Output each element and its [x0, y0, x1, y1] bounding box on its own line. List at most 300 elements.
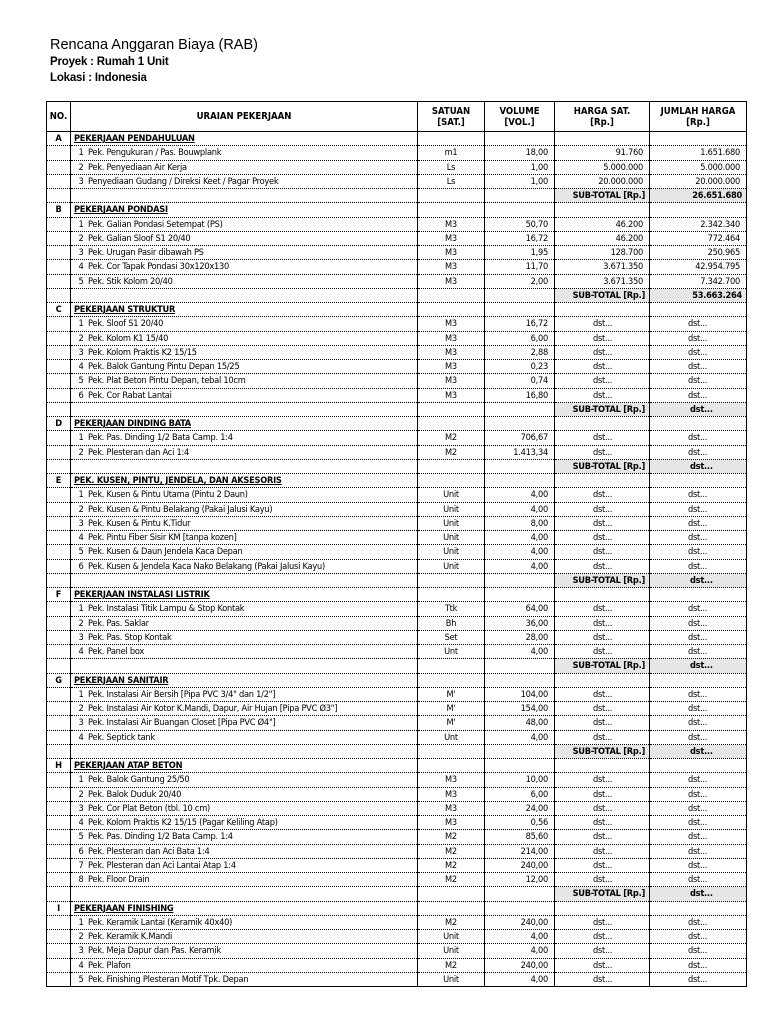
- item-jumlah: 20.000.000: [650, 174, 747, 188]
- empty-cell: [47, 402, 71, 416]
- item-number: 1: [78, 432, 84, 444]
- table-row: [47, 374, 747, 388]
- table-row: [47, 246, 747, 260]
- item-satuan: Unt: [418, 730, 485, 744]
- empty-cell: [47, 602, 71, 616]
- col-header-jumlah-l2: [Rp.]: [686, 116, 710, 128]
- item-description: [71, 260, 418, 274]
- item-volume: 240,00: [485, 915, 555, 929]
- item-jumlah: dst...: [650, 773, 747, 787]
- item-description: [71, 388, 418, 402]
- subtotal-label: SUB-TOTAL [Rp.]: [555, 288, 650, 302]
- table-row: [47, 160, 747, 174]
- item-text: Pek. Galian Pondasi Setempat (PS): [88, 218, 223, 230]
- item-description: [71, 730, 418, 744]
- item-harga: dst...: [555, 630, 650, 644]
- item-harga: dst...: [555, 816, 650, 830]
- section-name: PEKERJAAN SANITAIR: [71, 673, 418, 687]
- item-number: 8: [78, 874, 84, 886]
- item-jumlah: dst...: [650, 730, 747, 744]
- item-harga: dst...: [555, 516, 650, 530]
- empty-cell: [485, 459, 555, 473]
- col-header-jumlah-l1: JUMLAH HARGA: [660, 105, 736, 117]
- item-harga: dst...: [555, 944, 650, 958]
- empty-cell: [418, 659, 485, 673]
- table-row: [47, 687, 747, 701]
- empty-cell: [47, 687, 71, 701]
- item-harga: 46.200: [555, 231, 650, 245]
- item-volume: 4,00: [485, 488, 555, 502]
- empty-cell: [555, 132, 650, 146]
- col-header-satuan: [418, 102, 485, 132]
- item-harga: dst...: [555, 360, 650, 374]
- empty-cell: [650, 203, 747, 217]
- table-header-row: [47, 102, 747, 132]
- item-volume: 4,00: [485, 531, 555, 545]
- item-satuan: Unit: [418, 531, 485, 545]
- item-number: 3: [78, 717, 84, 729]
- item-description: [71, 830, 418, 844]
- table-row: [47, 773, 747, 787]
- subtotal-label: SUB-TOTAL [Rp.]: [555, 459, 650, 473]
- empty-cell: [650, 132, 747, 146]
- empty-cell: [485, 288, 555, 302]
- item-jumlah: dst...: [650, 844, 747, 858]
- section-row: [47, 759, 747, 773]
- section-name: PEKERJAAN PENDAHULUAN: [71, 132, 418, 146]
- item-harga: 46.200: [555, 217, 650, 231]
- item-jumlah: dst...: [650, 645, 747, 659]
- empty-cell: [47, 930, 71, 944]
- empty-cell: [555, 417, 650, 431]
- item-description: [71, 773, 418, 787]
- item-number: 5: [78, 973, 84, 985]
- empty-cell: [650, 303, 747, 317]
- section-letter: H: [47, 759, 71, 773]
- table-row: [47, 260, 747, 274]
- item-description: [71, 331, 418, 345]
- item-jumlah: dst...: [650, 559, 747, 573]
- subtotal-row: [47, 402, 747, 416]
- item-number: 2: [78, 788, 84, 800]
- empty-cell: [47, 887, 71, 901]
- table-row: [47, 360, 747, 374]
- subtotal-row: [47, 189, 747, 203]
- subtotal-row: [47, 659, 747, 673]
- section-name: PEKERJAAN PONDASI: [71, 203, 418, 217]
- item-number: 2: [78, 931, 84, 943]
- table-row: [47, 602, 747, 616]
- item-harga: dst...: [555, 602, 650, 616]
- table-row: [47, 645, 747, 659]
- item-text: Pek. Panel box: [88, 646, 145, 658]
- subtotal-row: [47, 744, 747, 758]
- empty-cell: [555, 303, 650, 317]
- item-harga: dst...: [555, 345, 650, 359]
- item-description: [71, 787, 418, 801]
- item-harga: dst...: [555, 488, 650, 502]
- item-description: [71, 545, 418, 559]
- item-volume: 0,23: [485, 360, 555, 374]
- item-harga: dst...: [555, 787, 650, 801]
- section-name: PEKERJAAN STRUKTUR: [71, 303, 418, 317]
- item-volume: 4,00: [485, 730, 555, 744]
- item-number: 6: [78, 845, 84, 857]
- item-volume: 16,72: [485, 231, 555, 245]
- item-jumlah: 7.342.700: [650, 274, 747, 288]
- empty-cell: [650, 901, 747, 915]
- item-number: 1: [78, 147, 84, 159]
- empty-cell: [555, 901, 650, 915]
- empty-cell: [485, 417, 555, 431]
- item-number: 3: [78, 945, 84, 957]
- section-name: PEKERJAAN ATAP BETON: [71, 759, 418, 773]
- item-number: 4: [78, 646, 84, 658]
- subtotal-value: dst...: [650, 887, 747, 901]
- document-title: Rencana Anggaran Biaya (RAB): [50, 37, 258, 53]
- empty-cell: [47, 502, 71, 516]
- empty-cell: [485, 189, 555, 203]
- empty-cell: [47, 830, 71, 844]
- section-letter: A: [47, 132, 71, 146]
- item-description: [71, 816, 418, 830]
- empty-cell: [47, 174, 71, 188]
- item-jumlah: dst...: [650, 317, 747, 331]
- table-row: [47, 930, 747, 944]
- item-harga: dst...: [555, 730, 650, 744]
- empty-cell: [71, 402, 418, 416]
- table-row: [47, 944, 747, 958]
- item-jumlah: dst...: [650, 915, 747, 929]
- item-description: [71, 716, 418, 730]
- item-number: 2: [78, 332, 84, 344]
- item-volume: 706,67: [485, 431, 555, 445]
- item-satuan: Unit: [418, 972, 485, 986]
- table-row: [47, 844, 747, 858]
- table-row: [47, 231, 747, 245]
- empty-cell: [71, 459, 418, 473]
- item-harga: dst...: [555, 502, 650, 516]
- item-harga: dst...: [555, 388, 650, 402]
- item-satuan: Unit: [418, 488, 485, 502]
- item-harga: dst...: [555, 873, 650, 887]
- item-description: [71, 915, 418, 929]
- item-number: 5: [78, 375, 84, 387]
- item-jumlah: dst...: [650, 360, 747, 374]
- item-text: Pek. Kusen & Pintu Utama (Pintu 2 Daun): [88, 489, 248, 501]
- table-row: [47, 915, 747, 929]
- item-jumlah: dst...: [650, 930, 747, 944]
- item-text: Pek. Kusen & Pintu K.Tidur: [88, 517, 191, 529]
- item-jumlah: dst...: [650, 488, 747, 502]
- subtotal-value: dst...: [650, 402, 747, 416]
- item-satuan: Unit: [418, 502, 485, 516]
- table-row: [47, 616, 747, 630]
- empty-cell: [485, 303, 555, 317]
- table-row: [47, 801, 747, 815]
- empty-cell: [47, 773, 71, 787]
- item-jumlah: 1.651.680: [650, 146, 747, 160]
- empty-cell: [47, 873, 71, 887]
- item-satuan: M3: [418, 217, 485, 231]
- empty-cell: [47, 787, 71, 801]
- item-jumlah: dst...: [650, 787, 747, 801]
- empty-cell: [650, 673, 747, 687]
- item-volume: 16,80: [485, 388, 555, 402]
- empty-cell: [418, 887, 485, 901]
- item-number: 4: [78, 532, 84, 544]
- item-jumlah: dst...: [650, 331, 747, 345]
- item-description: [71, 231, 418, 245]
- empty-cell: [47, 345, 71, 359]
- subtotal-value: dst...: [650, 459, 747, 473]
- item-harga: 20.000.000: [555, 174, 650, 188]
- table-row: [47, 431, 747, 445]
- item-volume: 0,74: [485, 374, 555, 388]
- item-text: Pek. Keramik K.Mandi: [88, 931, 173, 943]
- item-volume: 4,00: [485, 944, 555, 958]
- item-satuan: m1: [418, 146, 485, 160]
- table-row: [47, 531, 747, 545]
- empty-cell: [71, 887, 418, 901]
- section-row: [47, 203, 747, 217]
- empty-cell: [47, 217, 71, 231]
- table-row: [47, 716, 747, 730]
- section-name: PEK. KUSEN, PINTU, JENDELA, DAN AKSESORIS: [71, 474, 418, 488]
- item-harga: 5.000.000: [555, 160, 650, 174]
- item-volume: 8,00: [485, 516, 555, 530]
- item-description: [71, 972, 418, 986]
- empty-cell: [418, 402, 485, 416]
- item-number: 2: [78, 617, 84, 629]
- empty-cell: [555, 759, 650, 773]
- item-volume: 1,00: [485, 174, 555, 188]
- item-number: 7: [78, 859, 84, 871]
- item-harga: dst...: [555, 830, 650, 844]
- item-volume: 64,00: [485, 602, 555, 616]
- item-satuan: M3: [418, 374, 485, 388]
- item-jumlah: dst...: [650, 545, 747, 559]
- empty-cell: [47, 816, 71, 830]
- col-header-volume-l2: [VOL.]: [504, 116, 535, 128]
- item-satuan: Unit: [418, 944, 485, 958]
- table-row: [47, 174, 747, 188]
- item-description: [71, 616, 418, 630]
- empty-cell: [418, 203, 485, 217]
- empty-cell: [47, 317, 71, 331]
- item-volume: 240,00: [485, 958, 555, 972]
- item-harga: dst...: [555, 801, 650, 815]
- item-harga: dst...: [555, 545, 650, 559]
- section-letter: B: [47, 203, 71, 217]
- item-number: 4: [78, 959, 84, 971]
- empty-cell: [47, 260, 71, 274]
- col-header-satuan-l2: [SAT.]: [437, 116, 465, 128]
- item-satuan: Ls: [418, 160, 485, 174]
- item-number: 5: [78, 275, 84, 287]
- item-text: Pek. Penyediaan Air Kerja: [88, 161, 187, 173]
- item-satuan: M2: [418, 958, 485, 972]
- item-text: Pek. Balok Gantung Pintu Depan 15/25: [88, 361, 240, 373]
- empty-cell: [418, 474, 485, 488]
- empty-cell: [47, 659, 71, 673]
- item-description: [71, 944, 418, 958]
- item-volume: 28,00: [485, 630, 555, 644]
- item-description: [71, 801, 418, 815]
- item-satuan: M2: [418, 830, 485, 844]
- item-jumlah: 250.965: [650, 246, 747, 260]
- item-volume: 4,00: [485, 645, 555, 659]
- item-harga: dst...: [555, 645, 650, 659]
- empty-cell: [418, 588, 485, 602]
- item-text: Pek. Finishing Plesteran Motif Tpk. Depan: [88, 973, 249, 985]
- item-volume: 36,00: [485, 616, 555, 630]
- item-harga: dst...: [555, 858, 650, 872]
- item-number: 3: [78, 175, 84, 187]
- table-body: [47, 132, 747, 987]
- item-text: Pek. Pas. Dinding 1/2 Bata Camp. 1:4: [88, 432, 233, 444]
- item-jumlah: dst...: [650, 502, 747, 516]
- item-satuan: M2: [418, 445, 485, 459]
- item-harga: 128.700: [555, 246, 650, 260]
- col-header-harga-l2: [Rp.]: [590, 116, 614, 128]
- item-volume: 2,00: [485, 274, 555, 288]
- item-number: 3: [78, 517, 84, 529]
- item-harga: 91.760: [555, 146, 650, 160]
- item-text: Pek. Instalasi Air Kotor K.Mandi, Dapur, Air Hujan [Pipa PVC Ø3"]: [88, 703, 338, 715]
- section-letter: I: [47, 901, 71, 915]
- empty-cell: [555, 474, 650, 488]
- item-number: 4: [78, 731, 84, 743]
- item-harga: dst...: [555, 972, 650, 986]
- empty-cell: [485, 901, 555, 915]
- section-row: [47, 901, 747, 915]
- rab-table: [46, 101, 747, 987]
- item-jumlah: 5.000.000: [650, 160, 747, 174]
- item-jumlah: dst...: [650, 873, 747, 887]
- item-description: [71, 930, 418, 944]
- empty-cell: [555, 203, 650, 217]
- item-description: [71, 317, 418, 331]
- subtotal-value: 26.651.680: [650, 189, 747, 203]
- item-harga: dst...: [555, 531, 650, 545]
- item-number: 5: [78, 546, 84, 558]
- item-jumlah: dst...: [650, 830, 747, 844]
- item-text: Pek. Plesteran dan Aci Lantai Atap 1:4: [88, 859, 236, 871]
- table-row: [47, 830, 747, 844]
- empty-cell: [485, 887, 555, 901]
- col-header-harga-l1: HARGA SAT.: [573, 105, 631, 117]
- empty-cell: [47, 288, 71, 302]
- empty-cell: [485, 132, 555, 146]
- empty-cell: [47, 958, 71, 972]
- table-row: [47, 545, 747, 559]
- empty-cell: [47, 616, 71, 630]
- item-satuan: M2: [418, 858, 485, 872]
- item-description: [71, 488, 418, 502]
- empty-cell: [47, 445, 71, 459]
- empty-cell: [418, 759, 485, 773]
- table-row: [47, 445, 747, 459]
- empty-cell: [418, 417, 485, 431]
- empty-cell: [418, 303, 485, 317]
- empty-cell: [485, 402, 555, 416]
- item-volume: 18,00: [485, 146, 555, 160]
- item-text: Pek. Pas. Stop Kontak: [88, 631, 172, 643]
- table-row: [47, 858, 747, 872]
- item-jumlah: 42.954.795: [650, 260, 747, 274]
- item-jumlah: dst...: [650, 602, 747, 616]
- item-number: 1: [78, 688, 84, 700]
- item-text: Pek. Kolom Praktis K2 15/15: [88, 346, 197, 358]
- project-line: Proyek : Rumah 1 Unit: [50, 56, 169, 68]
- item-text: Pek. Keramik Lantai (Keramik 40x40): [88, 916, 233, 928]
- item-number: 5: [78, 831, 84, 843]
- item-description: [71, 844, 418, 858]
- subtotal-value: dst...: [650, 659, 747, 673]
- empty-cell: [47, 459, 71, 473]
- item-volume: 4,00: [485, 930, 555, 944]
- item-satuan: M3: [418, 317, 485, 331]
- section-row: [47, 588, 747, 602]
- empty-cell: [71, 659, 418, 673]
- empty-cell: [47, 972, 71, 986]
- section-row: [47, 673, 747, 687]
- item-text: Pek. Septick tank: [88, 731, 155, 743]
- subtotal-row: [47, 459, 747, 473]
- item-satuan: M3: [418, 345, 485, 359]
- col-header-uraian: URAIAN PEKERJAAN: [71, 102, 418, 132]
- empty-cell: [47, 630, 71, 644]
- item-satuan: Ttk: [418, 602, 485, 616]
- item-text: Pek. Floor Drain: [88, 874, 150, 886]
- empty-cell: [47, 702, 71, 716]
- empty-cell: [47, 645, 71, 659]
- item-text: Pek. Urugan Pasir dibawah PS: [88, 247, 204, 259]
- section-letter: D: [47, 417, 71, 431]
- item-volume: 12,00: [485, 873, 555, 887]
- empty-cell: [418, 288, 485, 302]
- item-text: Pek. Pas. Dinding 1/2 Bata Camp. 1:4: [88, 831, 233, 843]
- table-row: [47, 488, 747, 502]
- subtotal-row: [47, 887, 747, 901]
- item-number: 2: [78, 446, 84, 458]
- subtotal-label: SUB-TOTAL [Rp.]: [555, 573, 650, 587]
- empty-cell: [485, 673, 555, 687]
- item-text: Pek. Plesteran dan Aci 1:4: [88, 446, 190, 458]
- table-row: [47, 730, 747, 744]
- empty-cell: [418, 901, 485, 915]
- item-harga: 3.671.350: [555, 260, 650, 274]
- empty-cell: [47, 531, 71, 545]
- item-text: Penyediaan Gudang / Direksi Keet / Pagar Proyek: [88, 175, 279, 187]
- table-row: [47, 317, 747, 331]
- col-header-volume: [485, 102, 555, 132]
- item-text: Pek. Sloof S1 20/40: [88, 318, 164, 330]
- item-volume: 16,72: [485, 317, 555, 331]
- item-satuan: M3: [418, 787, 485, 801]
- empty-cell: [47, 388, 71, 402]
- item-text: Pek. Pengukuran / Pas. Bouwplank: [88, 147, 222, 159]
- section-letter: E: [47, 474, 71, 488]
- item-jumlah: dst...: [650, 445, 747, 459]
- item-harga: dst...: [555, 317, 650, 331]
- item-harga: dst...: [555, 616, 650, 630]
- item-description: [71, 217, 418, 231]
- item-volume: 1,95: [485, 246, 555, 260]
- item-number: 3: [78, 346, 84, 358]
- item-description: [71, 345, 418, 359]
